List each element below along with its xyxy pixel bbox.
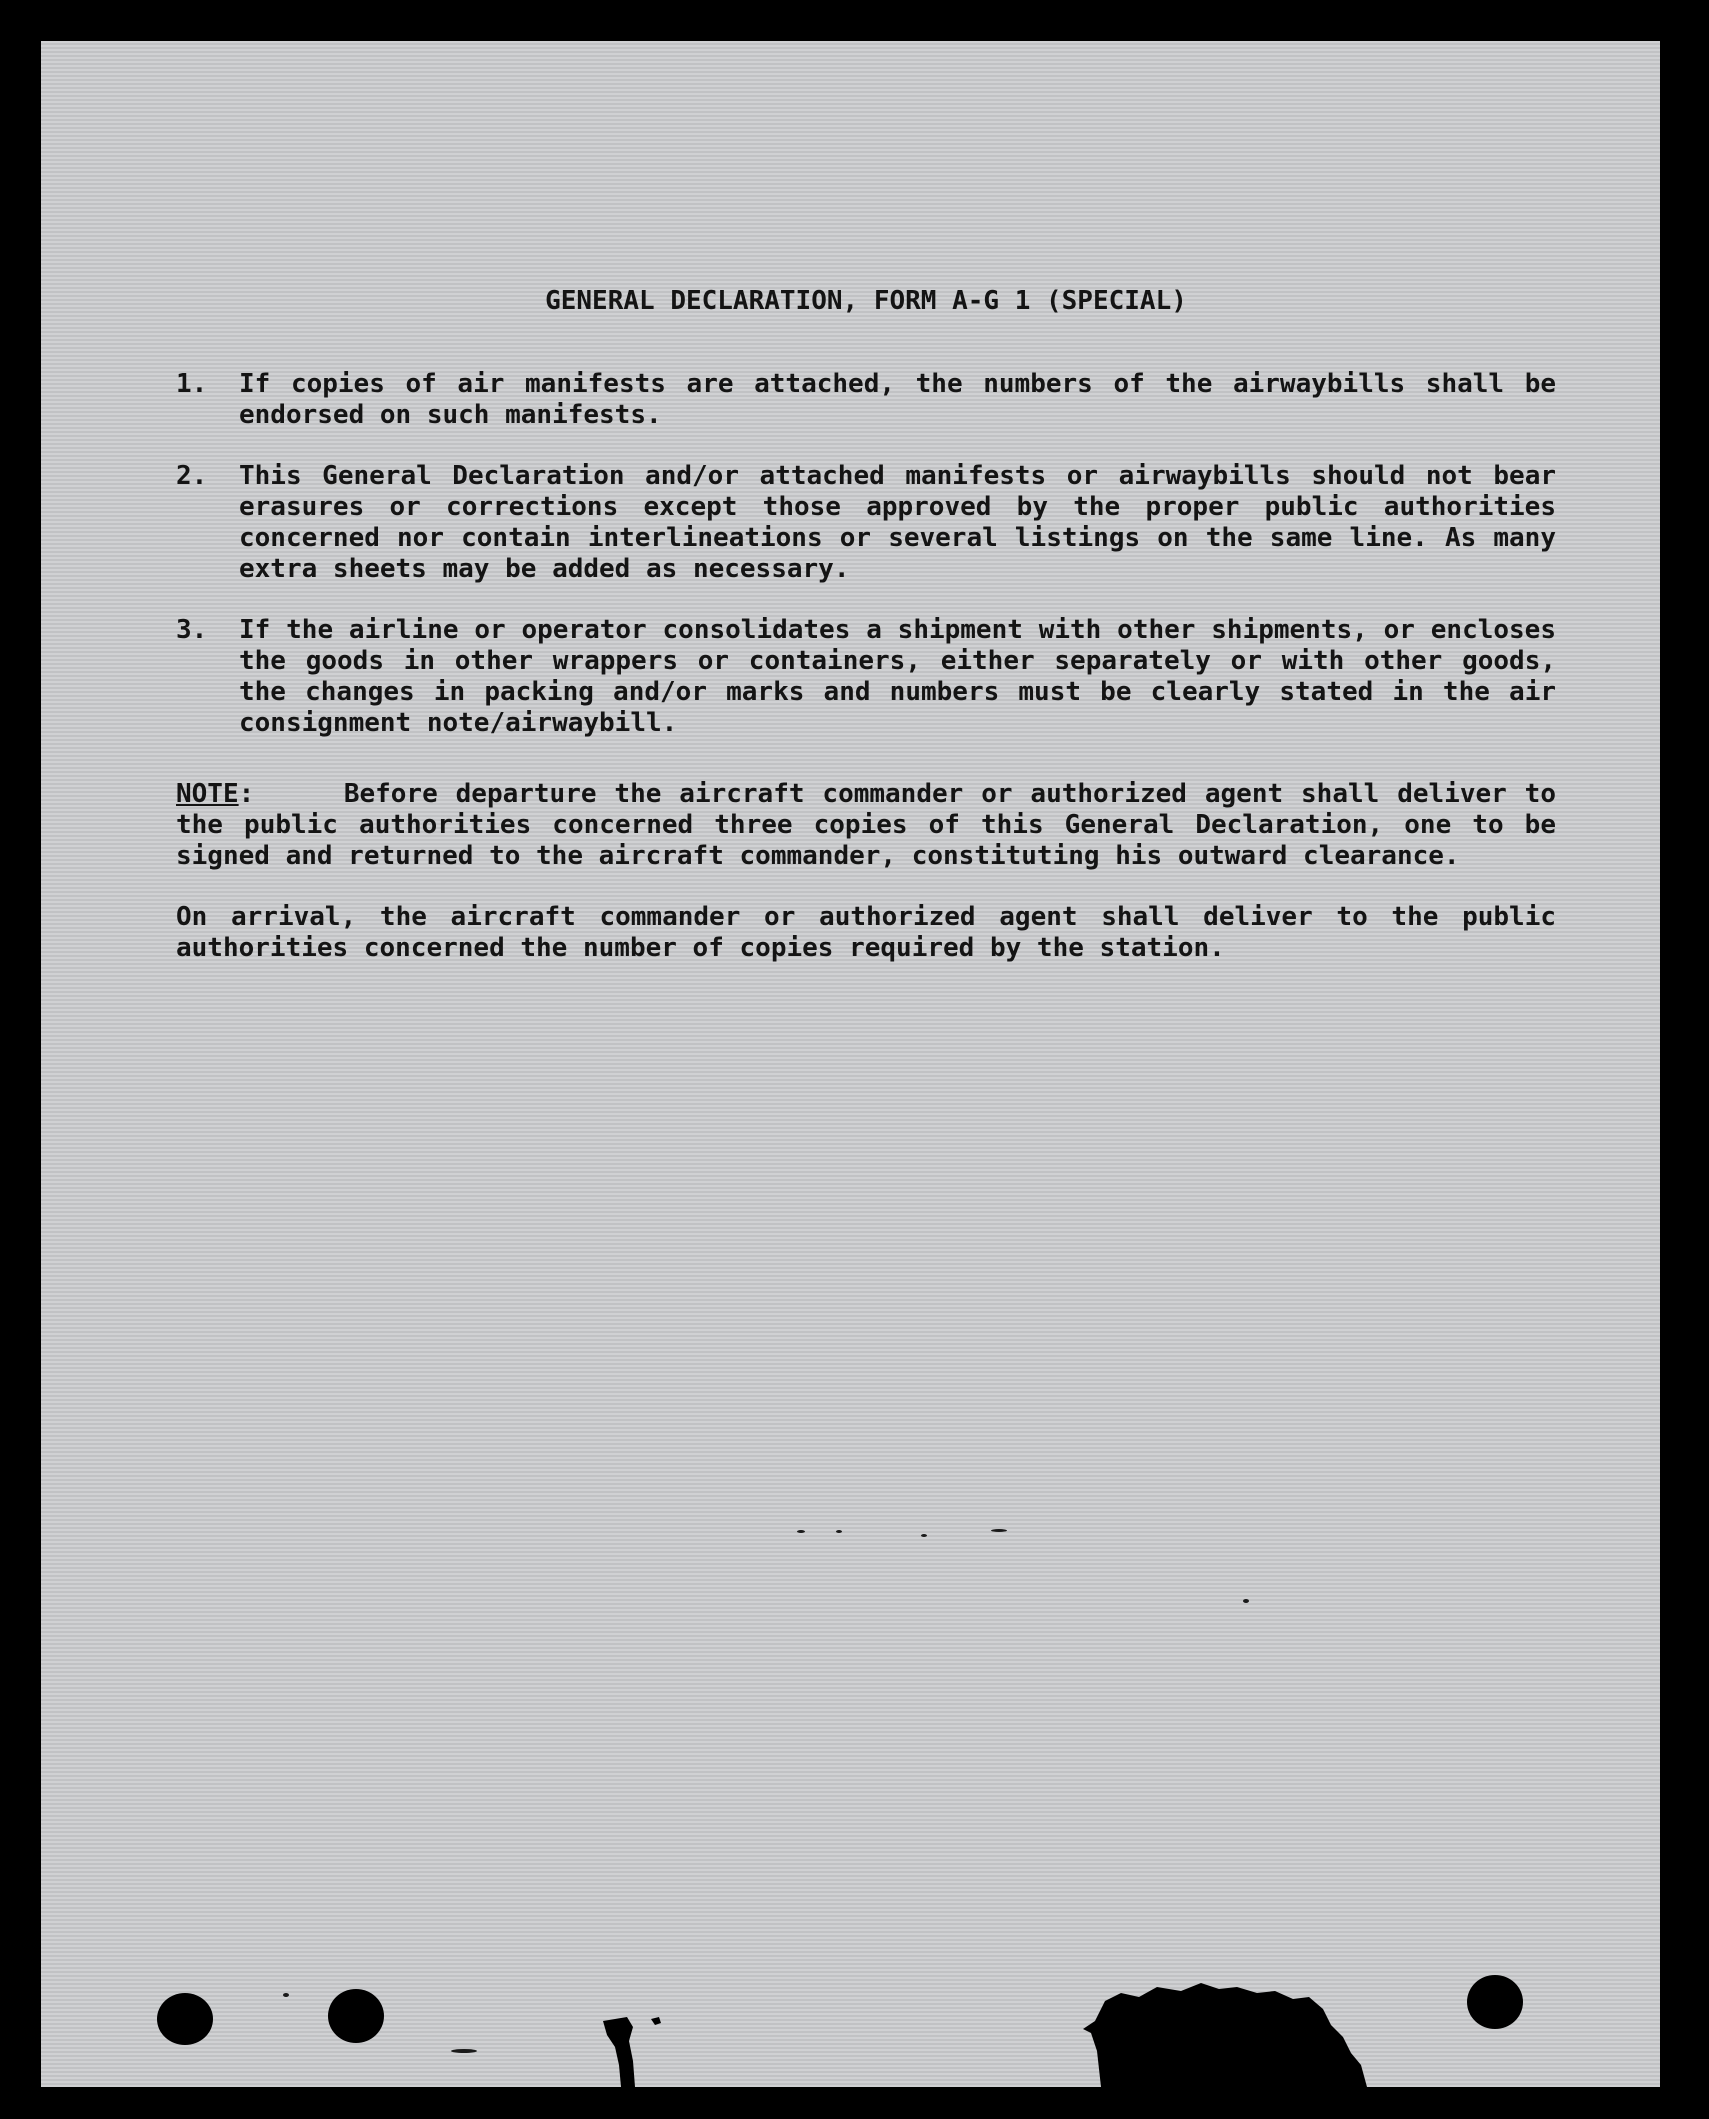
speck	[797, 1530, 805, 1533]
instruction-item	[176, 615, 1556, 739]
speck	[451, 2049, 477, 2053]
torn-edge-damage	[1061, 1941, 1391, 2087]
item-number: 3.	[176, 615, 208, 645]
note-text: Before departure the aircraft commander or authorized agent shall deliver to the public authorities concerned three copies of this General Declaration, one to be signed and returned to the aircraft commander, constituting his outward clearance.	[176, 779, 1556, 871]
note-separator: :	[238, 779, 255, 809]
item-number: 2.	[176, 461, 208, 491]
item-text: If the airline or operator consolidates a shipment with other shipments, or encloses the goods in other wrappers or containers, either separately or with other goods, the changes in packing and/or marks and numbers must be clearly stated in the air consignment note/airwaybill.	[239, 615, 1556, 738]
arrival-paragraph: On arrival, the aircraft commander or authorized agent shall deliver to the public authorities concerned the number of copies required by the station.	[176, 902, 1556, 963]
speck	[991, 1529, 1007, 1532]
punch-hole-left	[157, 1993, 213, 2045]
instruction-item	[176, 369, 1556, 431]
instruction-item	[176, 461, 1556, 585]
note-label: NOTE	[176, 779, 239, 809]
item-text: If copies of air manifests are attached, the numbers of the airwaybills shall be endorsed on such manifests.	[239, 369, 1556, 430]
document-title: GENERAL DECLARATION, FORM A-G 1 (SPECIAL)	[545, 286, 1187, 316]
item-number: 1.	[176, 369, 208, 399]
document-page	[41, 41, 1660, 2087]
punch-hole-left-center	[328, 1989, 384, 2043]
punch-hole-right	[1467, 1975, 1523, 2029]
speck	[283, 1993, 289, 1997]
speck	[921, 1534, 927, 1537]
speck	[836, 1530, 842, 1533]
item-text: This General Declaration and/or attached manifests or airwaybills should not bear erasures or corrections except those approved by the proper public authorities concerned nor contain interlineations or several listings on the same line. As many extra sheets may be added as necessary.	[239, 461, 1556, 584]
ink-blot-bottom	[593, 2011, 683, 2087]
speck	[1243, 1599, 1249, 1603]
note-paragraph	[176, 779, 1556, 872]
document-body	[176, 286, 1556, 964]
